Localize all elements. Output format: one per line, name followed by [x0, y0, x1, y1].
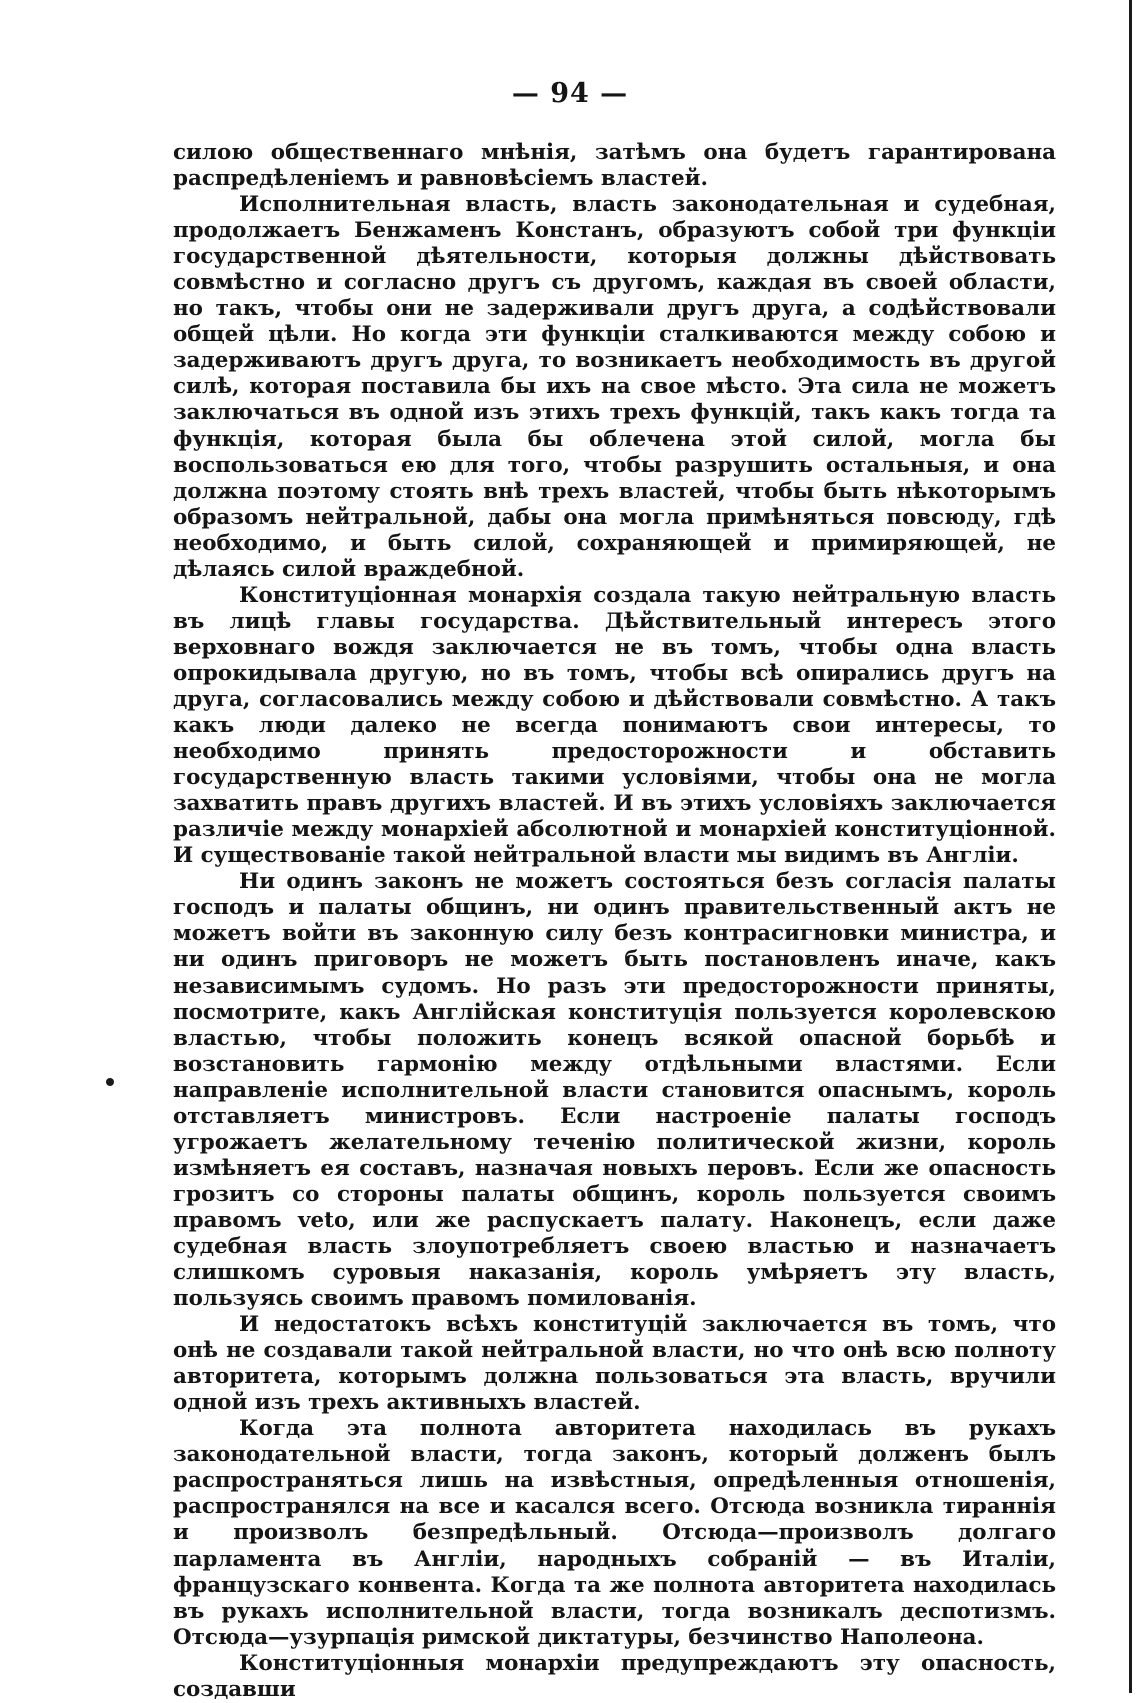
- page-edge-line: [1129, 0, 1132, 1693]
- paragraph: Исполнительная власть, власть законодательная и судебная, продолжаетъ Бенжаменъ Констанъ, образуютъ собой три функціи государственной дѣятельности, которыя должны дѣйствовать совмѣстно и согласно другъ съ другомъ, каждая въ своей области, но такъ, чтобы они не задерживали другъ друга, а содѣйствовали общей цѣли. Но когда эти функціи сталкиваются между собою и задерживаютъ другъ друга, то возникаетъ необходимость въ другой силѣ, которая поставила бы ихъ на свое мѣсто. Эта сила не можетъ заключаться въ одной изъ этихъ трехъ функцій, такъ какъ тогда та функція, которая была бы облечена этой силой, могла бы воспользоваться ею для того, чтобы разрушить остальныя, и она должна поэтому стоять внѣ трехъ властей, чтобы быть нѣкоторымъ образомъ нейтральной, дабы она могла примѣняться повсюду, гдѣ необходимо, и быть силой, сохраняющей и примиряющей, не дѣлаясь силой враждебной.: [173, 192, 1056, 582]
- paragraph: Конституціонныя монархіи предупреждаютъ эту опасность, создавши: [173, 1650, 1056, 1702]
- body-text: [173, 140, 1056, 1703]
- paragraph: И недостатокъ всѣхъ конституцій заключается въ томъ, что онѣ не создавали такой нейтральной власти, но что онѣ всю полноту авторитета, которымъ должна пользоваться эта власть, вручили одной изъ трехъ активныхъ властей.: [173, 1312, 1056, 1416]
- page-number: — 94 —: [511, 78, 629, 109]
- paragraph: Конституціонная монархія создала такую нейтральную власть въ лицѣ главы государства. Дѣйствительный интересъ этого верховнаго вождя заключается не въ томъ, чтобы одна власть опрокидывала другую, но въ томъ, чтобы всѣ опирались другъ на друга, согласовались между собою и дѣйствовали совмѣстно. А такъ какъ люди далеко не всегда понимаютъ свои интересы, то необходимо принять предосторожности и обставить государственную власть такими условіями, чтобы она не могла захватить правъ другихъ властей. И въ этихъ условіяхъ заключается различіе между монархіей абсолютной и монархіей конституціонной. И существованіе такой нейтральной власти мы видимъ въ Англіи.: [173, 582, 1056, 869]
- paragraph: Когда эта полнота авторитета находилась въ рукахъ законодательной власти, тогда законъ, который долженъ былъ распространяться лишь на извѣстныя, опредѣленныя отношенія, распространялся на все и касался всего. Отсюда возникла тираннія и произволъ безпредѣльный. Отсюда—произволъ долгаго парламента въ Англіи, народныхъ собраній — въ Италіи, французскаго конвента. Когда та же полнота авторитета находилась въ рукахъ исполнительной власти, тогда возникалъ деспотизмъ. Отсюда—узурпація римской диктатуры, безчинство Наполеона.: [173, 1416, 1056, 1650]
- paragraph: Ни одинъ законъ не можетъ состояться безъ согласія палаты господъ и палаты общинъ, ни одинъ правительственный актъ не можетъ войти въ законную силу безъ контрасигновки министра, и ни одинъ приговоръ не можетъ быть постановленъ иначе, какъ независимымъ судомъ. Но разъ эти предосторожности приняты, посмотрите, какъ Англійская конституція пользуется королевскою властью, чтобы положить конецъ всякой опасной борьбѣ и возстановить гармонію между отдѣльными властями. Если направленіе исполнительной власти становится опаснымъ, король отставляетъ министровъ. Если настроеніе палаты господъ угрожаетъ желательному теченію политической жизни, король измѣняетъ ея составъ, назначая новыхъ перовъ. Если же опасность грозитъ со стороны палаты общинъ, король пользуется своимъ правомъ veto, или же распускаетъ палату. Наконецъ, если даже судебная власть злоупотребляетъ своею властью и назначаетъ слишкомъ суровыя наказанія, король умѣряетъ эту власть, пользуясь своимъ правомъ помилованія.: [173, 869, 1056, 1312]
- margin-dot-mark: [106, 1078, 114, 1086]
- paragraph: силою общественнаго мнѣнія, затѣмъ она будетъ гарантирована распредѣленіемъ и равновѣсіемъ властей.: [173, 140, 1056, 192]
